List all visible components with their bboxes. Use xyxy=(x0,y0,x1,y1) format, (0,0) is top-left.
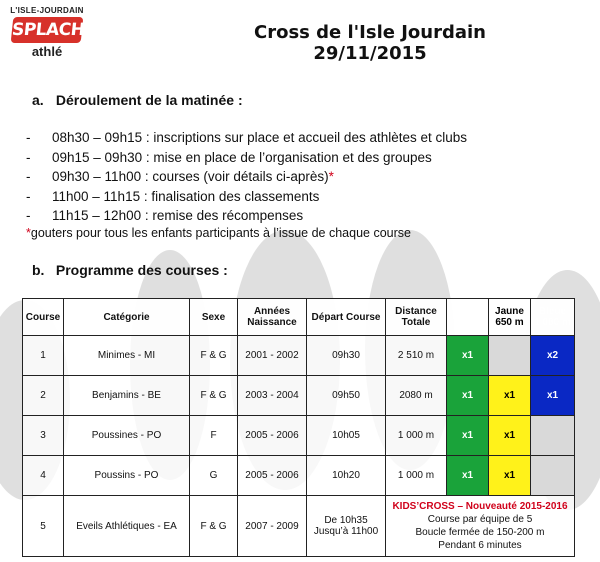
schedule-list xyxy=(26,128,467,226)
logo-top-text: L'ISLE-JOURDAIN xyxy=(10,6,84,15)
header-distance xyxy=(386,299,447,336)
schedule-item xyxy=(26,128,467,148)
section-b-title: Programme des courses : xyxy=(55,262,228,278)
schedule-item xyxy=(26,206,467,226)
header-jaune-line2: 650 m xyxy=(495,317,524,328)
kids-cross-line2: Course par équipe de 5 xyxy=(427,514,533,525)
cell-sexe: F & G xyxy=(190,336,238,376)
schedule-item xyxy=(26,187,467,207)
asterisk-mark: * xyxy=(328,169,334,184)
header-vert xyxy=(447,299,489,336)
cell-distance: 2 510 m xyxy=(386,336,447,376)
cell-course: 1 xyxy=(23,336,64,376)
cell-annees: 2005 - 2006 xyxy=(238,416,307,456)
cell-jaune: x1 xyxy=(489,376,531,416)
table-row xyxy=(23,376,575,416)
header-jaune xyxy=(489,299,531,336)
cell-vert: x1 xyxy=(447,456,489,496)
snack-note xyxy=(26,226,411,240)
cell-annees: 2005 - 2006 xyxy=(238,456,307,496)
header-bleue-line2: 1 080 m xyxy=(534,317,571,328)
cell-annees: 2007 - 2009 xyxy=(238,496,307,557)
cell-bleue xyxy=(531,456,575,496)
header-annees xyxy=(238,299,307,336)
schedule-item xyxy=(26,167,467,187)
title-line-2: 29/11/2015 xyxy=(313,43,427,64)
bullet-dash: - xyxy=(26,130,31,145)
schedule-text: 09h15 – 09h30 : mise en place de l’organisation et des groupes xyxy=(52,149,432,165)
cell-categorie: Poussines - PO xyxy=(64,416,190,456)
cell-annees: 2003 - 2004 xyxy=(238,376,307,416)
schedule-text: 11h15 – 12h00 : remise des récompenses xyxy=(52,208,304,223)
club-logo xyxy=(8,6,86,59)
section-b-heading xyxy=(32,262,228,278)
header-sexe: Sexe xyxy=(190,299,238,336)
logo-sub-text: athlé xyxy=(31,44,63,59)
header-course: Course xyxy=(23,299,64,336)
cell-course: 5 xyxy=(23,496,64,557)
section-a-number: a. xyxy=(32,92,44,108)
cell-distance: 1 000 m xyxy=(386,456,447,496)
note-asterisk: * xyxy=(26,226,31,240)
bullet-dash: - xyxy=(26,169,31,184)
bullet-dash: - xyxy=(26,149,31,165)
cell-categorie: Benjamins - BE xyxy=(64,376,190,416)
section-a-title: Déroulement de la matinée : xyxy=(55,92,243,108)
schedule-text: 11h00 – 11h15 : finalisation des classements xyxy=(52,188,320,204)
note-text: gouters pour tous les enfants participants à l’issue de chaque course xyxy=(30,226,411,240)
header-distance-line2: Totale xyxy=(401,317,431,328)
header-vert-line1: Vert xyxy=(458,306,477,317)
header-categorie: Catégorie xyxy=(64,299,190,336)
table-header-row xyxy=(23,299,575,336)
header-annees-line2: Naissance xyxy=(247,317,297,328)
race-program-table xyxy=(22,298,575,557)
cell-depart: 10h05 xyxy=(307,416,386,456)
cell-distance: 1 000 m xyxy=(386,416,447,456)
bullet-dash: - xyxy=(26,208,31,223)
header-bleue xyxy=(531,299,575,336)
kids-cross-line3: Boucle fermée de 150-200 m xyxy=(415,527,545,538)
logo-badge: SPLACH xyxy=(11,17,84,43)
cell-sexe: G xyxy=(190,456,238,496)
header-jaune-line1: Jaune xyxy=(495,306,524,317)
cell-course: 3 xyxy=(23,416,64,456)
cell-sexe: F xyxy=(190,416,238,456)
kids-cross-line4: Pendant 6 minutes xyxy=(438,540,522,551)
kids-cross-title: KIDS’CROSS – Nouveauté 2015-2016 xyxy=(392,501,568,512)
bullet-dash: - xyxy=(26,188,31,204)
cell-distance: 2080 m xyxy=(386,376,447,416)
cell-vert: x1 xyxy=(447,416,489,456)
table-row xyxy=(23,456,575,496)
header-depart: Départ Course xyxy=(307,299,386,336)
cell-course: 4 xyxy=(23,456,64,496)
header-distance-line1: Distance xyxy=(395,306,437,317)
section-b-number: b. xyxy=(32,262,45,278)
cell-bleue: x2 xyxy=(531,336,575,376)
cell-jaune: x1 xyxy=(489,456,531,496)
cell-course: 2 xyxy=(23,376,64,416)
cell-vert: x1 xyxy=(447,336,489,376)
cell-depart: 10h20 xyxy=(307,456,386,496)
cell-depart: 09h50 xyxy=(307,376,386,416)
schedule-text: 09h30 – 11h00 : courses (voir détails ci-après) xyxy=(52,169,329,184)
header-vert-line2: 350 m xyxy=(453,317,482,328)
depart-line2: Jusqu’à 11h00 xyxy=(313,526,379,537)
cell-depart xyxy=(307,496,386,557)
kids-cross-cell xyxy=(386,496,575,557)
schedule-text: 08h30 – 09h15 : inscriptions sur place et accueil des athlètes et clubs xyxy=(52,130,468,145)
header-annees-line1: Années xyxy=(253,306,291,317)
cell-categorie: Poussins - PO xyxy=(64,456,190,496)
title-line-1: Cross de l'Isle Jourdain xyxy=(253,22,486,43)
depart-line1: De 10h35 xyxy=(324,515,368,526)
table-row xyxy=(23,496,575,557)
cell-depart: 09h30 xyxy=(307,336,386,376)
cell-jaune xyxy=(489,336,531,376)
section-a-heading xyxy=(32,92,243,108)
table-row xyxy=(23,416,575,456)
cell-sexe: F & G xyxy=(190,376,238,416)
header-bleue-line1: Bleue xyxy=(538,306,567,317)
table-row xyxy=(23,336,575,376)
cell-sexe: F & G xyxy=(190,496,238,557)
cell-categorie: Eveils Athlétiques - EA xyxy=(64,496,190,557)
cell-bleue: x1 xyxy=(531,376,575,416)
cell-jaune: x1 xyxy=(489,416,531,456)
page-title xyxy=(190,22,550,64)
schedule-item xyxy=(26,148,467,168)
cell-vert: x1 xyxy=(447,376,489,416)
cell-categorie: Minimes - MI xyxy=(64,336,190,376)
cell-bleue xyxy=(531,416,575,456)
cell-annees: 2001 - 2002 xyxy=(238,336,307,376)
